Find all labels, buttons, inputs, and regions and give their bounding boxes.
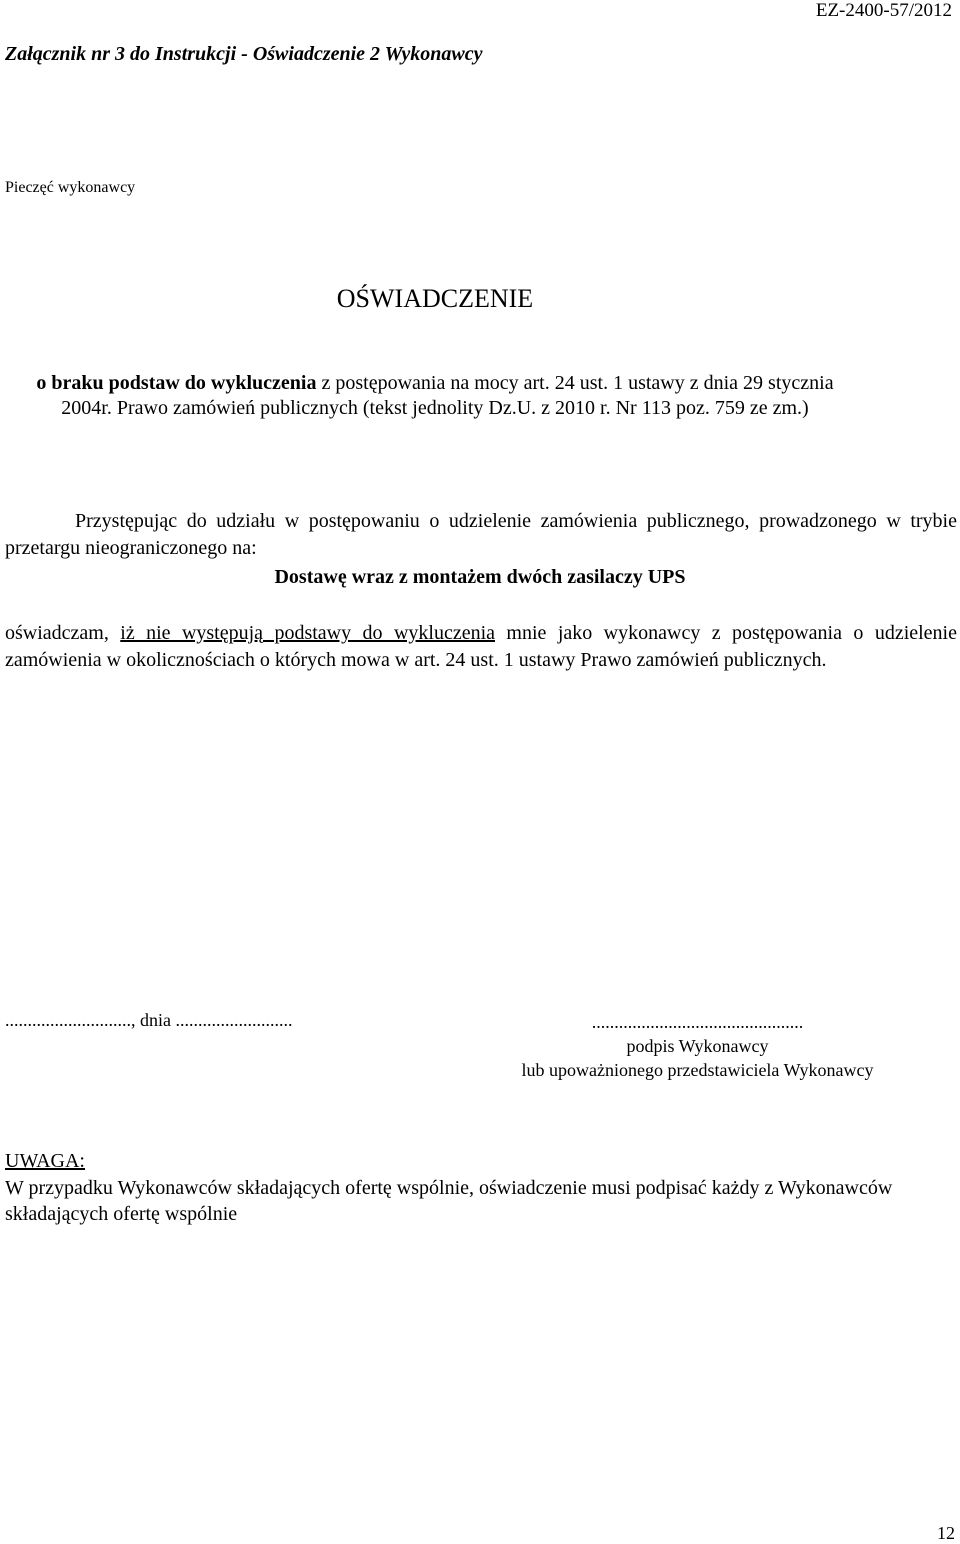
intro-text: Przystępując do udziału w postępowaniu o udzielenie zamówienia publicznego, prowadzonego w trybie przetargu nieograniczonego na: [5, 510, 957, 559]
signature-line: ............................................... [591, 1012, 804, 1032]
contractor-stamp-label: Pieczęć wykonawcy [5, 179, 136, 196]
signature-label: podpis Wykonawcy [626, 1036, 769, 1056]
note-heading: UWAGA: [5, 1150, 85, 1172]
annex-title: Załącznik nr 3 do Instrukcji - Oświadczenie 2 Wykonawcy [5, 43, 483, 65]
subtitle-bold: o braku podstaw do wykluczenia [36, 372, 317, 394]
declaration-underlined: iż nie występują podstawy do wykluczenia [120, 622, 496, 644]
intro-paragraph [5, 508, 957, 562]
page-number: 12 [937, 1523, 955, 1543]
declaration-post: mnie jako wykonawcy z postępowania o udzielenie zamówienia w okolicznościach o których mowa w art. 24 ust. 1 ustawy Prawo zamówień publicznych. [5, 622, 957, 671]
declaration-subtitle [30, 371, 840, 421]
note-body: W przypadku Wykonawców składających ofertę wspólnie, oświadczenie musi podpisać każdy z Wykonawców składających ofertę wspólnie [5, 1177, 893, 1225]
document-reference: EZ-2400-57/2012 [815, 0, 952, 21]
declaration-paragraph [5, 620, 957, 674]
signature-representative-label: lub upoważnionego przedstawiciela Wykonawcy [521, 1060, 874, 1080]
subtitle-rest: z postępowania na mocy art. 24 ust. 1 ustawy z dnia 29 stycznia 2004r. Prawo zamówień publicznych (tekst jednolity Dz.U. z 2010 r. Nr 113 poz. 759 ze zm.) [61, 372, 834, 419]
declaration-title: OŚWIADCZENIE [336, 284, 534, 313]
signature-block [495, 1010, 900, 1082]
declaration-pre: oświadczam, [5, 622, 121, 644]
place-date-line: ............................, dnia .......................... [5, 1010, 293, 1030]
procurement-subject: Dostawę wraz z montażem dwóch zasilaczy UPS [274, 566, 686, 588]
